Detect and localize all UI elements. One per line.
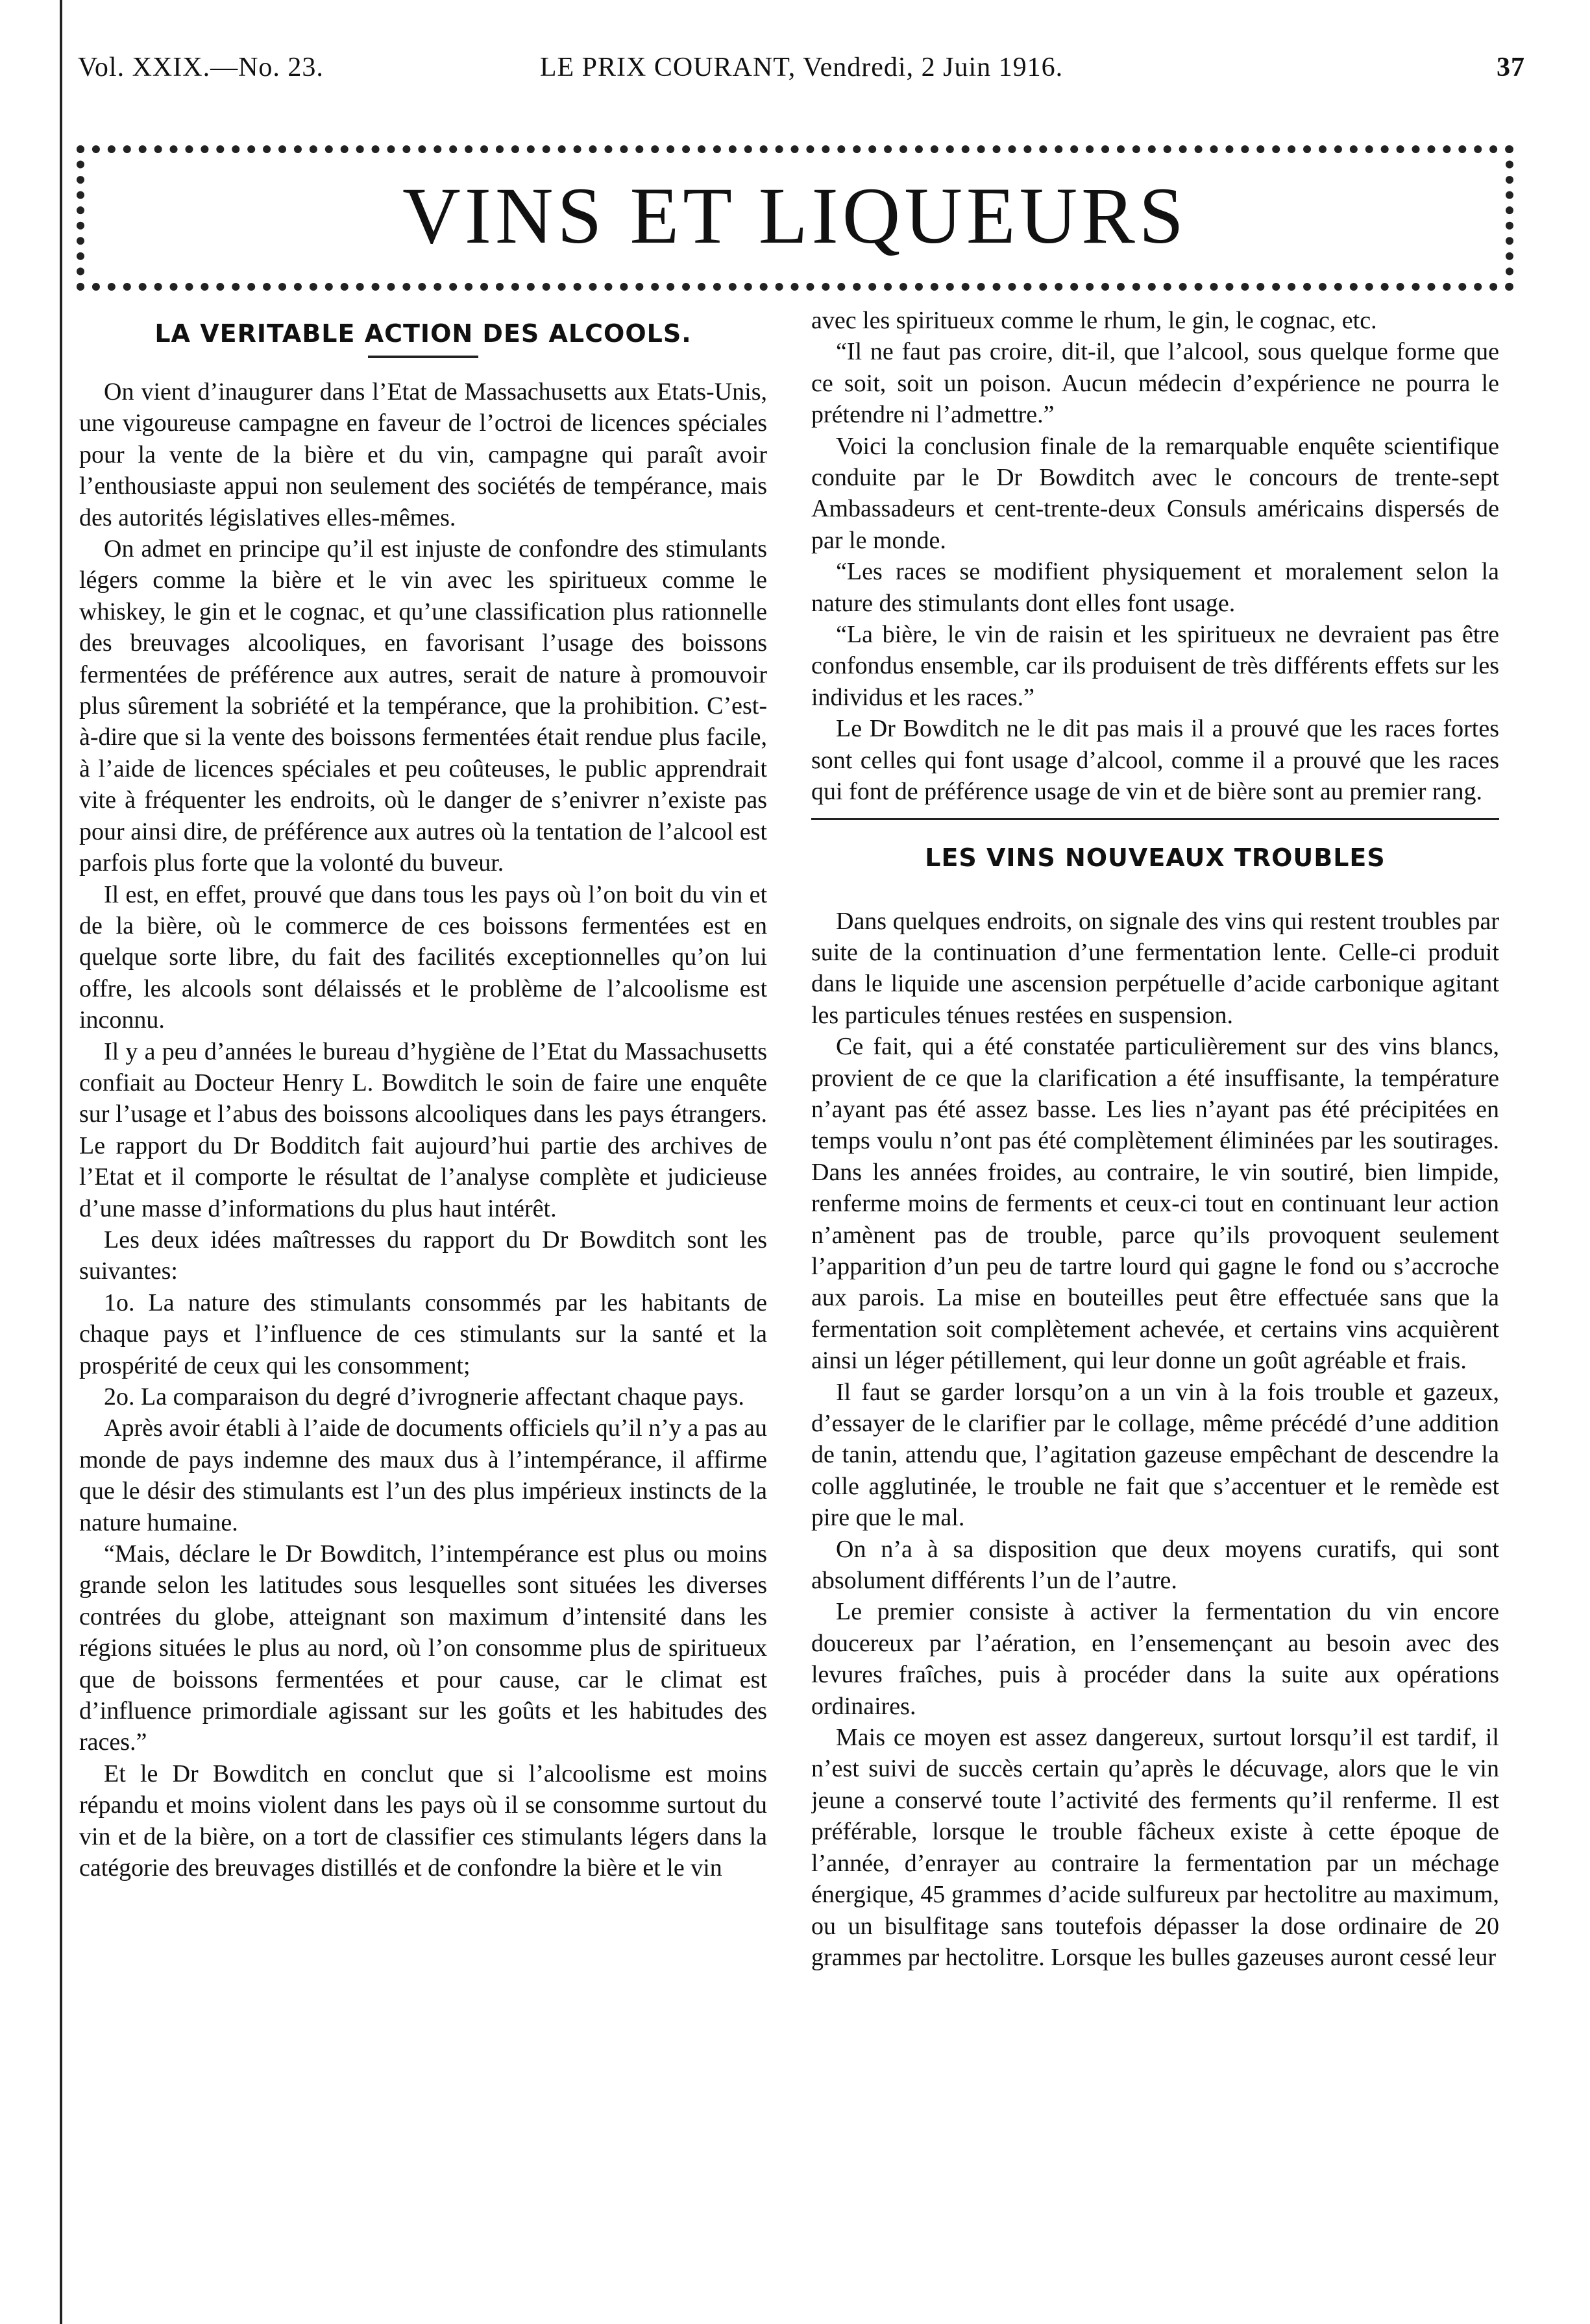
article-paragraph: Mais ce moyen est assez dangereux, surtout lorsqu’il est tardif, il n’est suivi de succès certain qu’après le décuvage, alors que le vin jeune a conservé toute l’activité des ferments qu’il renferme. Il est préférable, lorsque le trouble fâcheux existe à cette époque de l’année, d’enrayer au contraire la fermentation par un méchage énergique, 45 grammes d’acide sulfureux par hectolitre au maximum, ou un bisulfitage sans toutefois dépasser la dose ordinaire de 20 grammes par hectolitre. Lorsque les bulles gazeuses auront cessé leur [811, 1724, 1499, 1971]
article-paragraph: “Il ne faut pas croire, dit-il, que l’alcool, sous quelque forme que ce soit, soit un poison. Aucun médecin d’expérience ne pourra le prétendre ni l’admettre.” [811, 338, 1499, 429]
page-number: 37 [1497, 53, 1525, 82]
running-header [78, 47, 1525, 88]
article-paragraph: Il faut se garder lorsqu’on a un vin à la fois trouble et gazeux, d’essayer de le clarifier par le collage, même précédé d’une addition de tanin, attendu que, l’agitation gazeuse empêchant de descendre la colle agglutinée, le trouble ne fait que s’accentuer et le remède est pire que le mal. [811, 1378, 1499, 1532]
article-paragraph: Il y a peu d’années le bureau d’hygiène de l’Etat du Massachusetts confiait au Docteur Henry L. Bowditch le soin de faire une enquête sur l’usage et l’abus des boissons alcooliques dans les pays étrangers. Le rapport du Dr Bodditch fait aujourd’hui partie des archives de l’Etat et il comporte le résultat de l’analyse complète et judicieuse d’une masse d’informations du plus haut intérêt. [79, 1037, 767, 1222]
article-paragraph: “Mais, déclare le Dr Bowditch, l’intempérance est plus ou moins grande selon les latitudes sous lesquelles sont situées les diverses contrées du globe, atteignant son maximum d’intensité dans les régions situées le plus au nord, où l’on consomme plus de spiritueux que de boissons fermentées et pour cause, car le climat est d’influence primordiale agissant sur les goûts et les habitudes des races.” [79, 1540, 767, 1756]
article-paragraph: Le premier consiste à activer la fermentation du vin encore doucereux par l’aération, en l’ensemençant au besoin avec des levures fraîches, puis à procéder dans la suite aux opérations ordinaires. [811, 1598, 1499, 1720]
article-paragraph: Ce fait, qui a été constatée particulièrement sur des vins blancs, provient de ce que la clarification a été insuffisante, la température n’ayant pas été assez basse. Les lies n’ayant pas été précipitées en temps voulu n’ont pas été complètement éliminées par les soutirages. Dans les années froides, au contraire, le vin soutiré, bien limpide, renferme moins de ferments et ceux-ci tout en continuant leur action n’amènent pas de trouble, parce qu’ils provoquent seulement l’apparition d’un peu de tartre lourd qui gagne le fond ou s’accroche aux parois. La mise en bouteilles peut être effectuée sans que la fermentation soit complètement achevée, et certains vins acquièrent ainsi un léger pétillement, qui leur donne un goût agréable et frais. [811, 1033, 1499, 1375]
article-paragraph: On n’a à sa disposition que deux moyens curatifs, qui sont absolument différents l’un de l’autre. [811, 1535, 1499, 1595]
article-paragraph: 1o. La nature des stimulants consommés par les habitants de chaque pays et l’influence de ces stimulants sur la santé et la prospérité de ceux qui les consomment; [79, 1289, 767, 1379]
article-heading-alcools: LA VERITABLE ACTION DES ALCOOLS. [154, 319, 692, 348]
section-divider-rule [811, 818, 1499, 820]
left-column [79, 305, 767, 2290]
article-paragraph: Dans quelques endroits, on signale des vins qui restent troubles par suite de la continuation d’une fermentation lente. Celle-ci produit dans le liquide une ascension perpétuelle d’acide carbonique agitant les particules ténues restées en suspension. [811, 907, 1499, 1029]
binding-edge-line [60, 0, 62, 2324]
article-paragraph-continued: avec les spiritueux comme le rhum, le gin, le cognac, etc. [811, 307, 1377, 334]
article-paragraph: Voici la conclusion finale de la remarquable enquête scientifique conduite par le Dr Bowditch avec le concours de trente-sept Ambassadeurs et cent-trente-deux Consuls américains dispersés de par le monde. [811, 432, 1499, 554]
right-column [811, 305, 1499, 2290]
article-paragraph: Et le Dr Bowditch en conclut que si l’alcoolisme est moins répandu et moins violent dans les pays où il se consomme surtout du vin et de la bière, on a tort de classifier ces stimulants légers dans la catégorie des breuvages distillés et de confondre la bière et le vin [79, 1760, 767, 1882]
article-paragraph: On vient d’inaugurer dans l’Etat de Massachusetts aux Etats-Unis, une vigoureuse campagne en faveur de l’octroi de licences spéciales pour la vente de la bière et du vin, campagne qui paraît avoir l’enthousiaste appui non seulement des sociétés de tempérance, mais des autorités législatives elles-mêmes. [79, 378, 767, 531]
article-paragraph: “La bière, le vin de raisin et les spiritueux ne devraient pas être confondus ensemble, car ils produisent de très différents effets sur les individus et les races.” [811, 621, 1499, 711]
article-paragraph: On admet en principe qu’il est injuste de confondre des stimulants légers comme la bière et le vin avec les spiritueux comme le whiskey, le gin et le cognac, et qu’une classification plus rationnelle des breuvages alcooliques, en favorisant l’usage des boissons fermentées de préférence aux autres, serait de nature à promouvoir plus sûrement la sobriété et la tempérance, que la prohibition. C’est-à-dire que si la vente des boissons fermentées était rendue plus facile, à l’aide de licences spéciales et peu coûteuses, le public apprendrait vite à fréquenter les endroits, où le danger de s’enivrer n’existe pas pour ainsi dire, de préférence aux autres où la tentation de l’alcool est parfois plus forte que la volonté du buveur. [79, 535, 767, 877]
article-heading-vins-troubles: LES VINS NOUVEAUX TROUBLES [925, 843, 1386, 872]
article-paragraph: Les deux idées maîtresses du rapport du Dr Bowditch sont les suivantes: [79, 1226, 767, 1285]
article-paragraph: Après avoir établi à l’aide de documents officiels qu’il n’y a pas au monde de pays indemne des maux dus à l’intempérance, il affirme que le désir des stimulants est l’un des plus impérieux instincts de la nature humaine. [79, 1414, 767, 1536]
section-banner [77, 145, 1513, 291]
heading-rule [368, 356, 478, 358]
publication-line: LE PRIX COURANT, Vendredi, 2 Juin 1916. [539, 53, 1064, 82]
section-title: VINS ET LIQUEURS [402, 171, 1188, 260]
volume-number: Vol. XXIX.—No. 23. [78, 53, 324, 82]
article-paragraph: Le Dr Bowditch ne le dit pas mais il a prouvé que les races fortes sont celles qui font usage d’alcool, comme il a prouvé que les races qui font de préférence usage de vin et de bière sont au premier rang. [811, 715, 1499, 806]
article-paragraph: “Les races se modifient physiquement et moralement selon la nature des stimulants dont elles font usage. [811, 558, 1499, 617]
article-paragraph: Il est, en effet, prouvé que dans tous les pays où l’on boit du vin et de la bière, où le commerce de ces boissons fermentées est en quelque sorte libre, du fait des facilités exceptionnelles qu’on lui offre, les alcools sont délaissés et le problème de l’alcoolisme est inconnu. [79, 880, 767, 1034]
heading-spacer [811, 880, 1499, 906]
article-paragraph: 2o. La comparaison du degré d’ivrognerie affectant chaque pays. [104, 1383, 744, 1410]
